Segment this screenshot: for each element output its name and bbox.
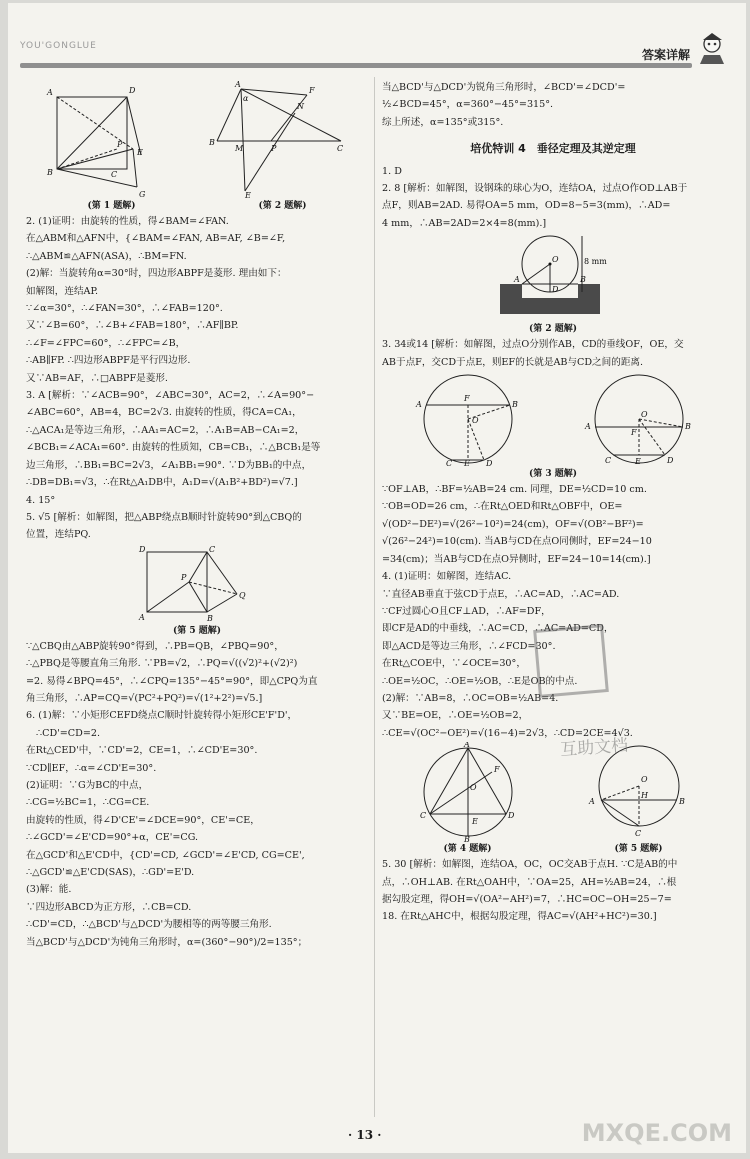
text-line: ∴AB∥FP. ∴四边形ABPF是平行四边形. [26, 355, 191, 367]
text-line: ∵OF⊥AB，∴BF=½AB=24 cm. 同理，DE=½CD=10 cm. [382, 484, 647, 496]
text-line: 2. (1)证明：由旋转的性质，得∠BAM=∠FAN. [26, 216, 229, 227]
caption-fig-2: (第 2 题解) [258, 201, 307, 211]
text-line: 又∵AB=AF，∴□ABPF是菱形. [26, 372, 168, 384]
svg-text:E: E [137, 148, 144, 157]
svg-text:B: B [678, 797, 685, 807]
answer-r-q5 [382, 856, 724, 926]
answer-q5 [26, 509, 368, 544]
caption-fig-5: (第 5 题解) [172, 625, 222, 636]
caption-r-fig-2: (第 2 题解) [528, 324, 578, 335]
page-header-title: 答案详解 [641, 48, 690, 62]
text-line: 据勾股定理，得OH=√(OA²−AH²)=7，∴HC=OC−OH=25−7= [382, 893, 672, 905]
text-line: (2)解：∵AB=8，∴OC=OB=½AB=4. [382, 692, 559, 704]
text-line: 18. 在Rt△AHC中，根据勾股定理，得AC=√(AH²+HC²)=30.] [382, 911, 657, 923]
text-line: ∴DB=DB₁=√3，∴在Rt△A₁DB中，A₁D=√(A₁B²+BD²)=√7.] [26, 477, 298, 489]
svg-text:D: D [139, 545, 146, 554]
text-line: ∴CD'=CD=2. [36, 727, 101, 739]
figure-r-q2-diagram [488, 234, 618, 320]
svg-text:G: G [139, 190, 146, 199]
text-line: ∵OB=OD=26 cm，∴在Rt△OED和Rt△OBF中，OE= [382, 501, 623, 513]
svg-text:E: E [634, 457, 641, 467]
text-line: (3)解：能. [26, 884, 72, 896]
text-line: 位置，连结PQ. [26, 529, 91, 541]
svg-text:N: N [296, 102, 304, 111]
caption-fig-1: (第 1 题解) [87, 201, 136, 211]
svg-text:A: A [415, 400, 422, 410]
text-line: 边三角形，∴BB₁=BC=2√3，∠A₁BB₁=90°. ∵D为BB₁的中点， [26, 459, 312, 471]
figure-q5-diagram [137, 546, 257, 622]
svg-text:C: C [604, 456, 611, 466]
svg-text:B: B [463, 835, 470, 843]
text-line: ∵∠α=30°，∴∠FAN=30°，∴∠FAB=120°. [26, 303, 223, 315]
text-line: 当△BCD'与△DCD'为钝角三角形时，α=(360°−90°)/2=135°； [26, 936, 308, 948]
text-line: ∴∠F=∠FPC=60°，∴∠FPC=∠B， [26, 337, 186, 349]
text-line: 6. (1)解：∵小矩形CEFD绕点C顺时针旋转得小矩形CE'F'D'， [26, 710, 298, 722]
page-number: · 13 · [348, 1128, 382, 1142]
text-line: √(OD²−DE²)=√(26²−10²)=24(cm)，OF=√(OB²−BF²)= [382, 518, 644, 530]
svg-text:D: D [552, 285, 559, 295]
figure-captions-r-4-5 [382, 842, 724, 856]
text-line: 4. (1)证明：如解图，连结AC. [382, 571, 512, 583]
text-line: 综上所述，α=135°或315°. [382, 116, 504, 128]
text-line: ∵△CBQ由△ABP旋转90°得到，∴PB=QB，∠PBQ=90°， [26, 640, 284, 652]
text-line: ½∠BCD=45°，α=360°−45°=315°. [382, 99, 554, 111]
header-rule [20, 63, 692, 68]
figure-r-q3-diagram-a [412, 371, 524, 467]
figure-r-q3-diagram-b [583, 371, 695, 467]
svg-text:O: O [469, 783, 477, 793]
svg-text:D: D [507, 811, 514, 821]
stamp-text: 互助文档 [559, 735, 629, 761]
text-line: ∴△ABM≌△AFN(ASA)，∴BM=FN. [26, 250, 187, 262]
svg-text:O: O [640, 410, 648, 420]
text-line: ∵CF过圆心O且CF⊥AD，∴AF=DF， [382, 605, 551, 617]
text-line: 在Rt△COE中，∵∠OCE=30°， [382, 658, 526, 670]
text-line: ∠BCB₁=∠ACA₁=60°. 由旋转的性质知，CB=CB₁，∴△BCB₁是等 [26, 442, 321, 454]
svg-text:A: A [584, 422, 591, 432]
svg-text:F: F [630, 428, 637, 438]
section-heading: 培优特训 4 垂径定理及其逆定理 [470, 142, 636, 156]
text-line: =34(cm)；当AB与CD在点O异侧时，EF=24−10=14(cm).] [382, 553, 651, 565]
answer-q2 [26, 213, 368, 387]
svg-text:F: F [463, 394, 470, 404]
text-line: 如解图，连结AP. [26, 285, 99, 297]
text-line: 在△GCD'和△E'CD中，{CD'=CD, ∠GCD'=∠E'CD, CG=CE', [26, 849, 305, 861]
text-line: =2. 易得∠BPQ=45°，∴∠CPQ=135°−45°=90°，即△CPQ为直 [26, 675, 318, 687]
svg-text:C: C [419, 811, 426, 821]
svg-text:B: B [684, 422, 691, 432]
answer-q6-continued [382, 79, 724, 131]
caption-r-fig-3: (第 3 题解) [528, 469, 578, 480]
text-line: 角三角形，∴AP=CQ=√(PC²+PQ²)=√(1²+2²)=√5.] [26, 692, 263, 704]
text-line: ∴CE=√(OC²−OE²)=√(16−4)=2√3，∴CD=2CE=4√3. [382, 727, 633, 739]
text-line: 点，∴OH⊥AB. 在Rt△OAH中，∵OA=25，AH=½AB=24，∴根 [382, 876, 677, 888]
svg-text:E: E [463, 459, 470, 468]
text-line: 3. 34或14 [解析：如解图，过点O分别作AB，CD的垂线OF，OE，交 [382, 339, 684, 351]
mascot-icon [694, 31, 732, 65]
figure-r-q3-row [382, 371, 724, 467]
svg-text:F: F [493, 765, 500, 775]
text-line: ∴CG=½BC=1，∴CG=CE. [26, 797, 150, 809]
svg-text:F: F [308, 86, 315, 95]
svg-text:α: α [242, 94, 249, 103]
svg-text:B: B [208, 138, 215, 147]
answer-q6 [26, 707, 368, 951]
stamp-mark [533, 624, 609, 698]
svg-text:C: C [111, 170, 118, 179]
svg-text:A: A [514, 275, 520, 285]
svg-text:P: P [181, 572, 187, 582]
text-line: 点F，则AB=2AD. 易得OA=5 mm，OD=8−5=3(mm)，∴AD= [382, 200, 671, 212]
text-line: 3. A [解析：∵∠ACB=90°，∠ABC=30°，AC=2，∴∠A=90°− [26, 390, 315, 402]
text-line: 又∵BE=OE，∴OE=½OB=2， [382, 710, 529, 722]
svg-text:A: A [588, 797, 595, 807]
text-line: 即CF是AD的中垂线，∴AC=CD，∴AC=AD=CD， [382, 623, 614, 635]
caption-r-fig-5: (第 5 题解) [614, 844, 663, 855]
text-line: ∵CD∥EF，∴α=∠CD'E=30°. [26, 762, 157, 774]
text-line: √(26²−24²)=10(cm). 当AB与CD在点O同侧时，EF=24−10 [382, 536, 652, 548]
svg-text:B: B [511, 400, 518, 410]
svg-text:C: C [445, 459, 452, 468]
figure-captions-1-2 [26, 199, 368, 213]
dimension-label: 8 mm [584, 257, 607, 267]
text-line: ∴∠GCD'=∠E'CD=90°+α，CE'=CG. [26, 832, 199, 844]
text-line: AB于点F，交CD于点E，则EF的长就是AB与CD之间的距离. [382, 356, 644, 368]
right-column [382, 79, 724, 926]
text-line: 在△ABM和△AFN中，{∠BAM=∠FAN, AB=AF, ∠B=∠F, [26, 233, 286, 245]
svg-text:B: B [207, 613, 213, 622]
text-line: (2)证明：∵G为BC的中点， [26, 779, 149, 791]
svg-text:P: P [270, 144, 277, 153]
text-line: ∵直径AB垂直于弦CD于点E，∴AC=AD，∴AC=AD. [382, 588, 620, 600]
text-line: 4 mm，∴AB=2AD=2×4=8(mm).] [382, 217, 547, 229]
svg-text:O: O [552, 255, 559, 265]
text-line: 2. 8 [解析：如解图，设钢珠的球心为O，连结OA，过点O作OD⊥AB于 [382, 183, 688, 195]
figure-r-q4-q5-row [382, 742, 724, 842]
svg-text:H: H [640, 791, 648, 801]
left-column [26, 79, 368, 951]
svg-text:D: D [129, 86, 136, 95]
text-line: 5. 30 [解析：如解图，连结OA，OC，OC交AB于点H. ∵C是AB的中 [382, 859, 678, 871]
text-line: 5. √5 [解析：如解图，把△ABP绕点B顺时针旋转90°到△CBQ的 [26, 511, 302, 523]
text-line: ∴OE=½OC，∴OE=½OB，∴E是OB的中点. [382, 675, 578, 687]
answer-q3 [26, 387, 368, 491]
svg-text:O: O [471, 416, 479, 426]
site-watermark: MXQE.COM [581, 1119, 732, 1147]
svg-text:A: A [139, 612, 145, 622]
svg-text:E: E [471, 817, 478, 827]
svg-text:P: P [117, 140, 123, 149]
svg-text:B: B [47, 168, 54, 177]
text-line: (2)解：当旋转角α=30°时，四边形ABPF是菱形. 理由如下： [26, 268, 287, 280]
svg-text:C: C [209, 545, 216, 554]
text-line: 在Rt△CED'中，∵CD'=2，CE=1，∴∠CD'E=30°. [26, 745, 258, 757]
answer-q4: 4. 15° [26, 494, 56, 506]
answer-r-q2 [382, 180, 724, 232]
svg-text:A: A [463, 742, 470, 750]
brand-text: YOU'GONGLUE [20, 41, 97, 51]
figure-r-q4-diagram [412, 742, 524, 842]
svg-text:Q: Q [239, 590, 246, 600]
svg-text:C: C [336, 144, 343, 153]
answer-r-q3 [382, 336, 724, 371]
text-line: ∠ABC=60°，AB=4，BC=2√3. 由旋转的性质，得CA=CA₁， [26, 407, 302, 419]
text-line: 又∵∠B=60°，∴∠B+∠FAB=180°，∴AF∥BP. [26, 320, 239, 332]
svg-text:D: D [666, 456, 673, 466]
svg-text:O: O [640, 775, 648, 785]
text-line: 由旋转的性质，得∠D'CE'=∠DCE=90°，CE'=CE， [26, 814, 260, 826]
svg-text:C: C [634, 829, 641, 839]
figure-q2-diagram [209, 79, 349, 199]
text-line: ∴CD'=CD，∴△BCD'与△DCD'为腰相等的两等腰三角形. [26, 919, 272, 931]
svg-text:D: D [485, 459, 492, 468]
svg-text:M: M [234, 144, 243, 153]
text-line: ∴△GCD'≌△E'CD(SAS)，∴GD'=E'D. [26, 867, 195, 878]
column-divider [374, 77, 375, 1117]
svg-text:B: B [580, 275, 586, 285]
figure-q1-diagram [45, 79, 170, 199]
figure-row-1-2 [26, 79, 368, 199]
text-line: ∵四边形ABCD为正方形，∴CB=CD. [26, 901, 192, 913]
answer-page [8, 3, 746, 1153]
text-line: ∴△ACA₁是等边三角形，∴AA₁=AC=2，∴A₁B=AB−CA₁=2， [26, 424, 305, 436]
text-line: 当△BCD'与△DCD'为锐角三角形时，∠BCD'=∠DCD'= [382, 82, 626, 93]
answer-q5-continued [26, 638, 368, 708]
svg-text:A: A [47, 88, 54, 97]
answer-r-q1: 1. D [382, 165, 402, 177]
svg-text:E: E [244, 191, 251, 199]
answer-r-q3-continued [382, 481, 724, 568]
caption-r-fig-4: (第 4 题解) [443, 844, 492, 855]
text-line: ∴△PBQ是等腰直角三角形. ∵PB=√2，∴PQ=√((√2)²+(√2)²) [26, 658, 298, 670]
text-line: 即△ACD是等边三角形，∴∠FCD=30°. [382, 640, 556, 652]
svg-text:A: A [234, 80, 241, 89]
